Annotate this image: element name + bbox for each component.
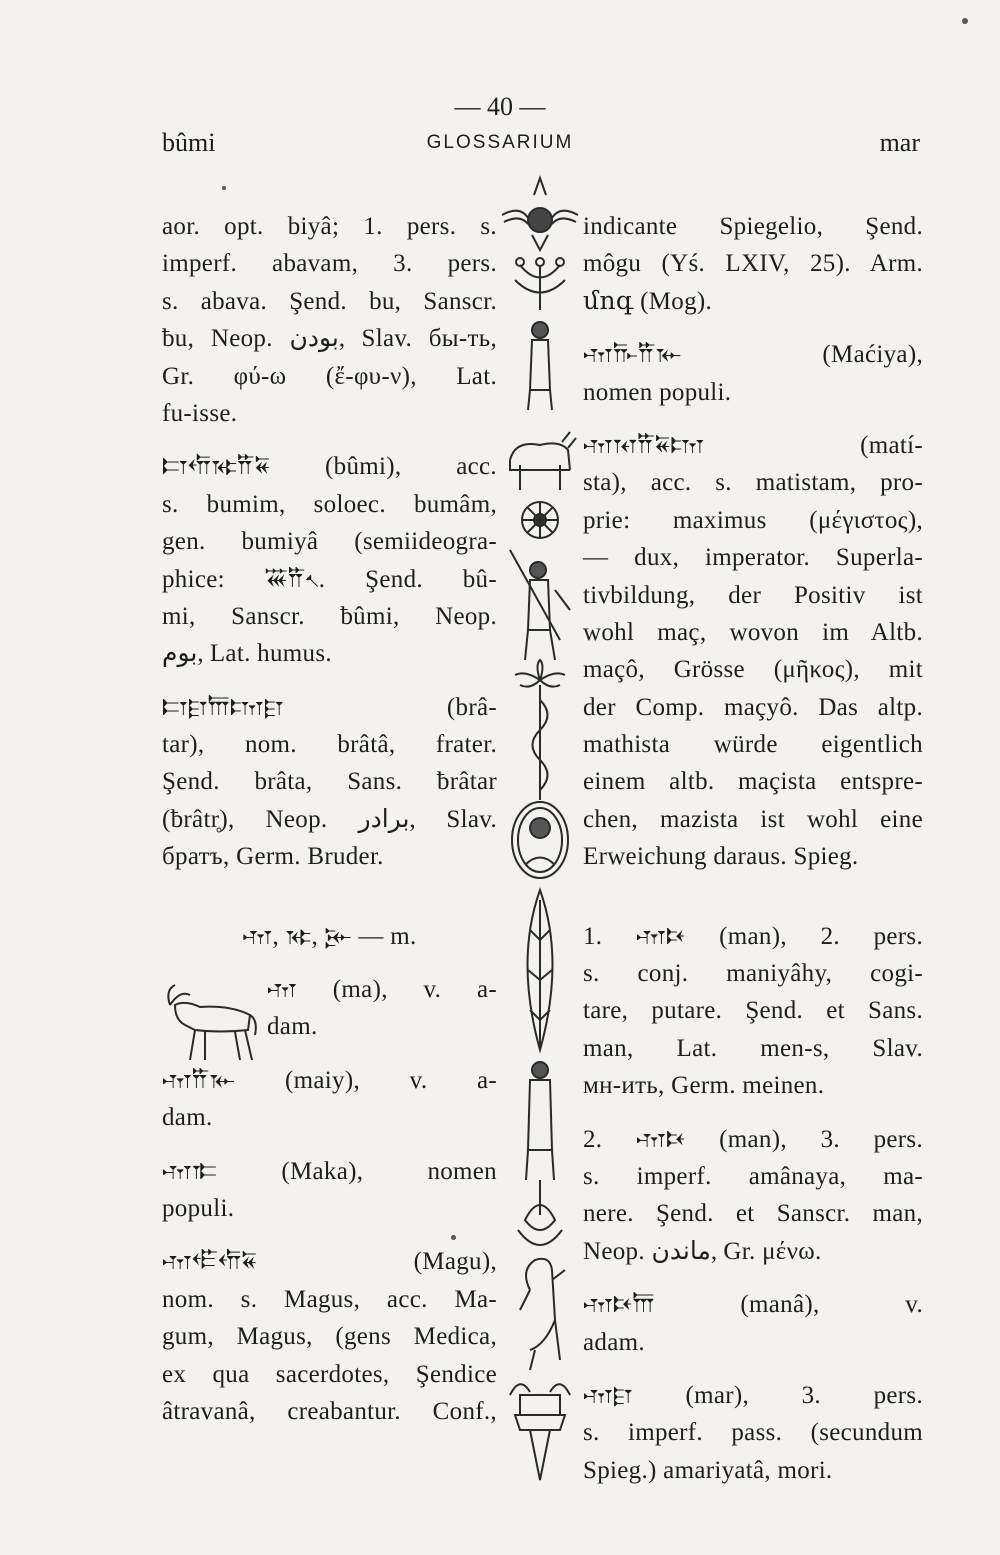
entry-mar: 𐎶𐎼 (mar), 3. pers. (583, 1381, 923, 1409)
lotus-icon (515, 258, 565, 310)
text-line: ex qua sacerdotes, Şendice (162, 1360, 497, 1388)
bull-ornament-icon (160, 975, 260, 1065)
text-line: imperf. abavam, 3. pers. (162, 250, 497, 278)
text-line: einem altb. maçista entspre- (583, 768, 923, 796)
text-line: nere. Şend. et Sanscr. man, (583, 1200, 923, 1228)
text-line: Gr. φύ-ω (ἔ-φυ-ν), Lat. (162, 362, 497, 390)
text-line: nomen populi. (583, 378, 732, 406)
entry-ma: 𐎶 (ma), v. a- (267, 976, 497, 1004)
text-line: dam. (267, 1013, 318, 1041)
figure-icon (528, 322, 552, 410)
text-line: — dux, imperator. Superla- (583, 544, 923, 572)
text-line: prie: maximus (μέγιστος), (583, 506, 923, 534)
entry-matista: 𐎶𐎰𐎡𐏁𐎫 (matí- (583, 431, 923, 459)
text-line: s. imperf. amânaya, ma- (583, 1162, 923, 1190)
text-line: dam. (162, 1104, 213, 1132)
entry-man-2: 2. 𐎶𐎴 (man), 3. pers. (583, 1125, 923, 1153)
text-line: tar), nom. brâtâ, frater. (162, 731, 497, 759)
text-line: بوم, Lat. humus. (162, 640, 332, 668)
text-line: wohl maç, wovon im Altb. (583, 618, 923, 646)
left-column (162, 208, 497, 1430)
text-line: մոգ (Mog). (583, 287, 713, 315)
text-line: fu-isse. (162, 399, 238, 427)
entry-mana: 𐎶𐎴𐎠 (manâ), v. (583, 1291, 923, 1319)
entry-bratar: 𐎲𐎼𐎠𐎫𐎼 (brâ- (162, 693, 497, 721)
header-last-word: mar (879, 128, 920, 157)
text-line: adam. (583, 1328, 645, 1356)
text-line: maçô, Grösse (μῆκος), mit (583, 656, 923, 684)
text-line: aor. opt. biyâ; 1. pers. s. (162, 213, 497, 240)
right-column (583, 208, 923, 1489)
priest-figure-icon (526, 1062, 554, 1180)
text-line: s. bumim, soloec. bumâm, (162, 490, 497, 518)
text-line: môgu (Yś. LXIV, 25). Arm. (583, 250, 923, 278)
ink-speck (222, 186, 226, 190)
text-line: populi. (162, 1194, 235, 1222)
text-line: Erweichung daraus. Spieg. (583, 843, 859, 871)
text-line: der Comp. maçyô. Das altp. (583, 693, 923, 721)
text-line: Şend. brâta, Sans. ƀrâtar (162, 768, 497, 796)
text-line: Neop. ماندن, Gr. μένω. (583, 1237, 822, 1265)
lotus-flower-icon (518, 1180, 562, 1245)
text-line: s. abava. Şend. bu, Sanscr. (162, 287, 497, 315)
lion-icon (520, 1259, 565, 1370)
text-line: âtravanâ, creabantur. Conf., (162, 1397, 497, 1425)
text-line: mi, Sanscr. ƀûmi, Neop. (162, 602, 497, 630)
rosette-icon (522, 502, 558, 538)
entry-magu: 𐎶𐎦𐎢𐏁 (Magu), (162, 1248, 497, 1276)
cypress-tree-icon (528, 890, 553, 1050)
text-line: gum, Magus, (gens Medica, (162, 1323, 497, 1351)
text-line: s. imperf. pass. (secundum (583, 1419, 923, 1447)
text-line: chen, mazista ist wohl eine (583, 805, 923, 833)
medallion-portrait-icon (512, 802, 568, 878)
page-number: — 40 — (454, 92, 546, 121)
warrior-icon (510, 550, 570, 660)
text-line: mathista würde eigentlich (583, 731, 923, 759)
text-line: Spieg.) amariyatâ, mori. (583, 1456, 833, 1484)
capital-icon (510, 1384, 570, 1480)
running-title: GLOSSARIUM (426, 132, 574, 153)
winged-disc-icon (502, 178, 578, 250)
entry-bumi: 𐎲𐎢𐎷𐎡𐏁 (bûmi), acc. (162, 453, 497, 481)
text-line: s. conj. maniyâhy, cogi- (583, 960, 923, 988)
text-line: sta), acc. s. matistam, pro- (583, 469, 923, 497)
letter-m-heading: 𐎶, 𐎷, 𐎸 — m. (242, 922, 417, 950)
ink-speck (962, 18, 968, 24)
entry-maka: 𐎶𐎣 (Maka), nomen (162, 1157, 497, 1185)
text-line: tare, putare. Şend. et Sans. (583, 997, 923, 1025)
text-line: братъ, Germ. Bruder. (162, 843, 384, 871)
header-first-word: bûmi (162, 128, 216, 157)
entry-maiy: 𐎶𐎡𐎹 (maiy), v. a- (162, 1066, 497, 1094)
text-line: man, Lat. men-s, Slav. (583, 1034, 923, 1062)
text-line: tivbildung, der Positiv ist (583, 581, 923, 609)
text-line: ƀu, Neop. بودن, Slav. бы-ть, (162, 325, 497, 353)
bull-icon (510, 432, 576, 490)
text-line: phice: 𐏏𐎡𐏐. Şend. bû- (162, 565, 497, 593)
text-line: indicante Spiegelio, Şend. (583, 213, 923, 240)
entry-man-1: 1. 𐎶𐎴 (man), 2. pers. (583, 922, 923, 950)
text-line: мн-ить, Germ. meinen. (583, 1072, 825, 1100)
text-line: gen. bumiyâ (semiideogra- (162, 528, 497, 556)
decorative-ornament-column (500, 170, 580, 1490)
ink-speck (451, 1235, 456, 1240)
entry-maciya: 𐎶𐎨𐎡𐎹 (Maćiya), (583, 341, 923, 369)
text-line: nom. s. Magus, acc. Ma- (162, 1285, 497, 1313)
text-line: (ƀrâtr̥), Neop. برادر, Slav. (162, 805, 497, 833)
palm-tree-icon (515, 660, 565, 800)
